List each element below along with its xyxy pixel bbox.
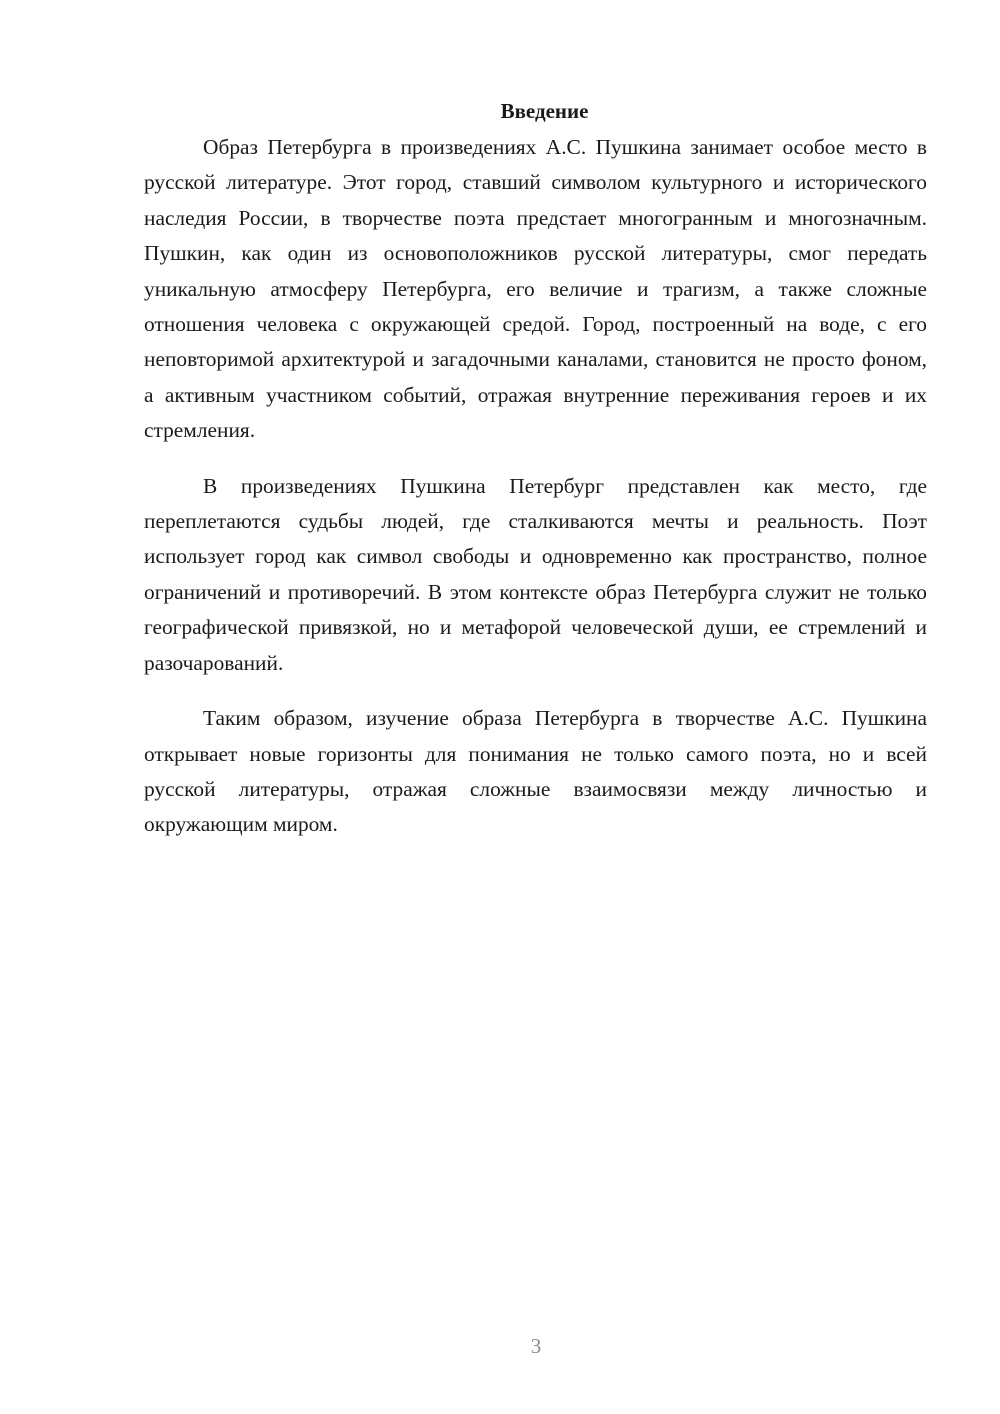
page-number: 3 bbox=[530, 1334, 542, 1358]
page-content bbox=[144, 94, 927, 863]
paragraph-1: Образ Петербурга в произведениях А.С. Пушкина занимает особое место в русской литературе. Этот город, ставший символом культурного и исторического наследия России, в творчестве поэта предстает многогранным и многозначным. Пушкин, как один из основоположников русской литературы, смог передать уникальную атмосферу Петербурга, его величие и трагизм, а также сложные отношения человека с окружающей средой. Город, построенный на воде, с его неповторимой архитектурой и загадочными каналами, становится не просто фоном, а активным участником событий, отражая внутренние переживания героев и их стремления. bbox=[144, 135, 927, 443]
paragraph-2: В произведениях Пушкина Петербург представлен как место, где переплетаются судьбы людей, где сталкиваются мечты и реальность. Поэт использует город как символ свободы и одновременно как пространство, полное ограничений и противоречий. В этом контексте образ Петербурга служит не только географической привязкой, но и метафорой человеческой души, ее стремлений и разочарований. bbox=[144, 473, 927, 675]
paragraph-3: Таким образом, изучение образа Петербурга в творчестве А.С. Пушкина открывает новые горизонты для понимания не только самого поэта, но и всей русской литературы, отражая сложные взаимосвязи между личностью и окружающим миром. bbox=[144, 706, 927, 837]
section-heading: Введение bbox=[500, 99, 589, 123]
